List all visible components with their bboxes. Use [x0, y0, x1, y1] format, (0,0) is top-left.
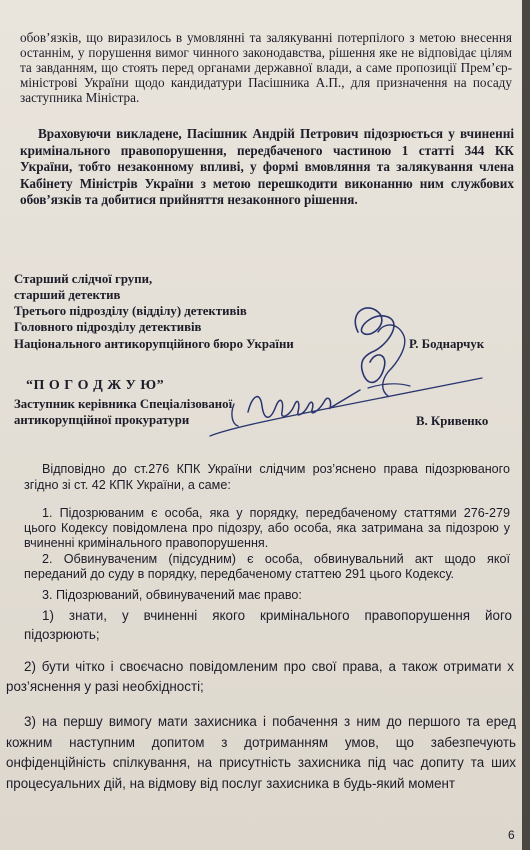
investigator-title-line-2: старший детектив: [14, 288, 121, 302]
approval-heading: “П О Г О Д Ж У Ю”: [26, 378, 165, 393]
sub-right-1: 1) знати, у вчиненні якого кримінального правопорушення його підозрюють;: [24, 608, 512, 642]
prosecutor-signature: [200, 366, 490, 446]
top-paragraph: обов’язків, що виразилось в умовлянні та залякуванні потерпілого з метою внесення останнім, у порушення вимог чинного законодавства, рішення яке не відповідає цілям та завданням, що стоять перед органами державної влади, а саме пропозиції Прем’єр-міністрові України щодо кандидатури Пасішника А.П., для призначення на посаду заступника Міністра.: [20, 30, 512, 105]
rights-item-2: 2. Обвинуваченим (підсудним) є особа, обвинувальний акт щодо якої переданий до суду в порядку, передбаченому статтею 291 цього Кодексу.: [24, 552, 510, 581]
sub-right-2: 2) бути чітко і своєчасно повідомленим про свої права, а також отримати х роз’яснення у разі необхідності;: [6, 659, 514, 694]
investigator-title-line-1: Старший слідчої групи,: [14, 272, 153, 286]
approval-title-line-1: Заступник керівника Спеціалізованої: [14, 397, 233, 411]
rights-intro: Відповідно до ст.276 КПК України слідчим роз’яснено права підозрюваного згідно зі ст. 42 КПК України, а саме:: [24, 462, 510, 492]
rights-item-3: 3. Підозрюваний, обвинувачений має право:: [42, 588, 302, 602]
investigator-title-line-4: Головного підрозділу детективів: [14, 320, 202, 334]
investigator-name: Р. Боднарчук: [409, 337, 485, 351]
approval-name: В. Кривенко: [416, 414, 489, 428]
rights-item-1: 1. Підозрюваним є особа, яка у порядку, передбаченому статтями 276-279 цього Кодексу повідомлена про підозру, або особа, яка затримана за підозрою у вчиненні кримінального правопорушення.: [24, 506, 510, 550]
sub-right-3: 3) на першу вимогу мати захисника і побачення з ним до першого та еред кожним наступним допитом з дотриманням умов, що забезпечують онфіденційність спілкування, на присутність захисника під час допиту та ших процесуальних дій, на відмову від послуг захисника в будь-який момент: [6, 714, 516, 791]
suspicion-paragraph: Враховуючи викладене, Пасішник Андрій Петрович підозрюється у вчиненні кримінального правопорушення, передбаченого частиною 1 статті 344 КК України, тобто незаконному впливі, у формі вмовляння та залякування члена Кабінету Міністрів України з метою перешкодити виконанню ним службових обов’язків та добитися прийняття незаконного рішення.: [20, 126, 514, 207]
investigator-title-line-3: Третього підрозділу (відділу) детективів: [14, 304, 247, 318]
investigator-title-line-5: Національного антикорупційного бюро України: [14, 337, 294, 351]
approval-title-line-2: антикорупційної прокуратури: [14, 413, 190, 427]
page-number: 6: [508, 828, 515, 842]
